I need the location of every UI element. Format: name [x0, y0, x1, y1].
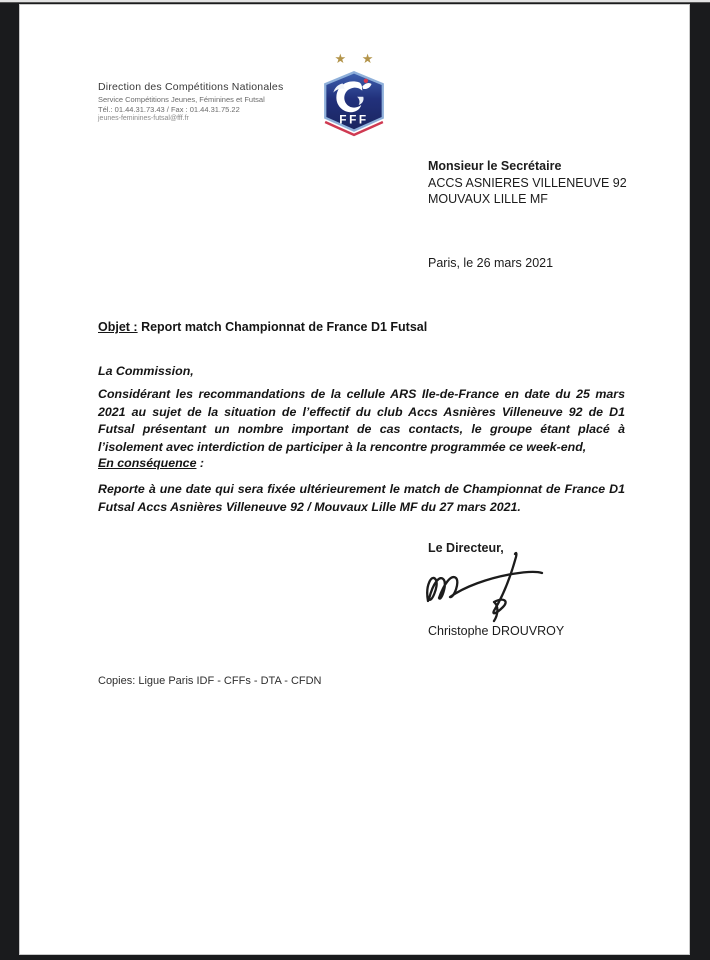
recipient-club-line1: ACCS ASNIERES VILLENEUVE 92 — [428, 175, 627, 190]
salutation: La Commission, — [98, 364, 194, 378]
handwritten-signature-icon — [420, 549, 590, 627]
sender-email: jeunes-feminines-futsal@fff.fr — [98, 115, 189, 122]
sender-phone-fax: Tél.: 01.44.31.73.43 / Fax : 01.44.31.75.22 — [98, 104, 240, 114]
consequence-line — [98, 455, 204, 473]
logo-org-text: FFF — [339, 112, 369, 127]
sender-service: Service Compétitions Jeunes, Féminines et Futsal — [98, 95, 265, 104]
copies-line: Copies: Ligue Paris IDF - CFFs - DTA - CFDN — [98, 675, 322, 687]
closing-role: Le Directeur, — [428, 541, 504, 555]
letter-page — [19, 4, 690, 955]
logo-stars-icon: ★ ★ — [334, 51, 380, 66]
body-paragraph-1: Considérant les recommandations de la cellule ARS Ile-de-France en date du 25 mars 2021 au sujet de la situation de l’effectif du club Accs Asnières Villeneuve 92 de D1 Futsal présentant un nombre important de cas contacts, le groupe étant placé à l’isolement avec interdiction de participer à la rencontre programmée ce week-end, — [98, 387, 625, 454]
fff-crest-icon — [321, 71, 387, 137]
fff-logo — [316, 51, 392, 137]
recipient-title: Monsieur le Secrétaire — [428, 159, 562, 173]
sender-department: Direction des Compétitions Nationales — [98, 81, 284, 93]
scan-edge-strip — [0, 0, 710, 3]
consequence-colon: : — [196, 456, 205, 470]
body-paragraph-2: Reporte à une date qui sera fixée ultérieurement le match de Championnat de France D1 Futsal Accs Asnières Villeneuve 92 / Mouvaux Lille MF du 27 mars 2021. — [98, 482, 625, 514]
dateline: Paris, le 26 mars 2021 — [428, 256, 554, 270]
recipient-club-line2: MOUVAUX LILLE MF — [428, 192, 548, 206]
subject-label: Objet : — [98, 320, 138, 334]
sender-block — [98, 81, 283, 124]
subject-text: Report match Championnat de France D1 Futsal — [137, 320, 428, 334]
consequence-label: En conséquence — [98, 456, 197, 470]
signatory-name: Christophe DROUVROY — [428, 624, 565, 638]
recipient-block — [428, 158, 627, 208]
subject-line — [98, 320, 427, 334]
